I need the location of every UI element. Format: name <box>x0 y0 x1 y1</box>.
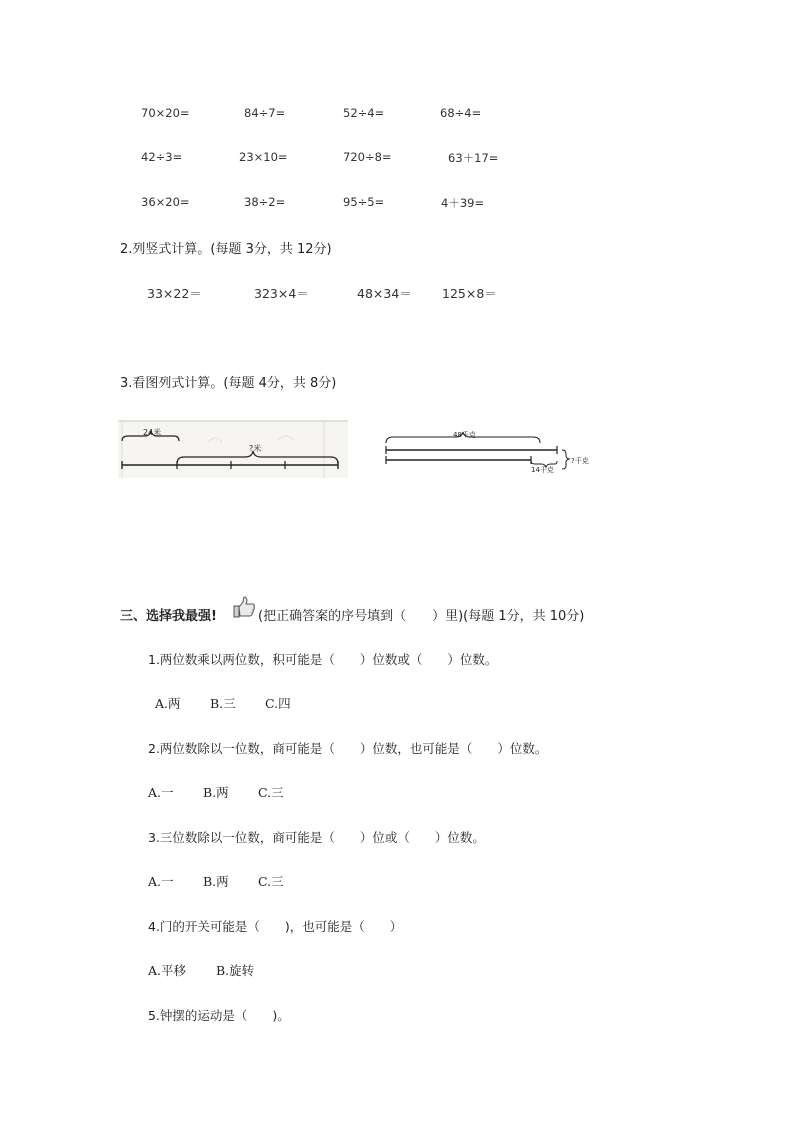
fig2-label-bottom: 14千克 <box>531 466 554 474</box>
oral-problem: 720÷8= <box>343 150 392 164</box>
option: C.三 <box>258 785 284 800</box>
vertical-problem: 48×34＝ <box>357 286 412 301</box>
oral-problem: 84÷7= <box>244 106 286 120</box>
question-4: 4.门的开关可能是（ )，也可能是（ ） <box>148 919 403 934</box>
oral-problem: 52÷4= <box>343 106 385 120</box>
oral-problem: 36×20= <box>141 195 190 209</box>
fig2-label-side: ?千克 <box>571 457 589 465</box>
thumbs-up-icon <box>232 596 256 621</box>
figure-line-diagram-1 <box>118 420 348 478</box>
oral-problem: 63＋17= <box>448 151 499 165</box>
oral-problem: 68÷4= <box>440 106 482 120</box>
section3-title: 三、选择我最强! <box>120 609 217 624</box>
option: B.两 <box>203 785 229 800</box>
oral-problem: 95÷5= <box>343 195 385 209</box>
oral-problem: 70×20= <box>141 106 190 120</box>
fig2-label-top: 48千克 <box>453 431 476 439</box>
option: A.平移 <box>148 963 187 978</box>
question-1: 1.两位数乘以两位数，积可能是（ ）位数或（ ）位数。 <box>148 652 498 667</box>
oral-problem: 38÷2= <box>244 195 286 209</box>
question-2: 2.两位数除以一位数，商可能是（ ）位数，也可能是（ ）位数。 <box>148 741 548 756</box>
vertical-problem: 33×22＝ <box>147 286 202 301</box>
option: C.四 <box>265 696 291 711</box>
option: B.两 <box>203 874 229 889</box>
figure-line-diagram-2 <box>383 426 605 476</box>
vertical-problem: 323×4＝ <box>254 286 309 301</box>
oral-problem: 23×10= <box>239 150 288 164</box>
option: A.两 <box>155 696 181 711</box>
option: C.三 <box>258 874 284 889</box>
vertical-problem: 125×8＝ <box>442 286 497 301</box>
section3-instruction: (把正确答案的序号填到（ ）里)(每题 1分，共 10分) <box>258 609 585 624</box>
vertical-heading: 2.列竖式计算。(每题 3分，共 12分) <box>120 242 332 257</box>
option: A.一 <box>148 785 174 800</box>
question-3: 3.三位数除以一位数，商可能是（ ）位或（ ）位数。 <box>148 830 485 845</box>
question-5: 5.钟摆的运动是（ )。 <box>148 1008 290 1023</box>
option: B.旋转 <box>216 963 255 978</box>
fig1-label-top: 24米 <box>143 428 162 437</box>
option: A.一 <box>148 874 174 889</box>
picture-heading: 3.看图列式计算。(每题 4分，共 8分) <box>120 376 337 391</box>
oral-problem: 4＋39= <box>441 196 485 210</box>
fig1-label-question: ?米 <box>249 444 262 453</box>
option: B.三 <box>210 696 236 711</box>
oral-problem: 42÷3= <box>141 150 183 164</box>
